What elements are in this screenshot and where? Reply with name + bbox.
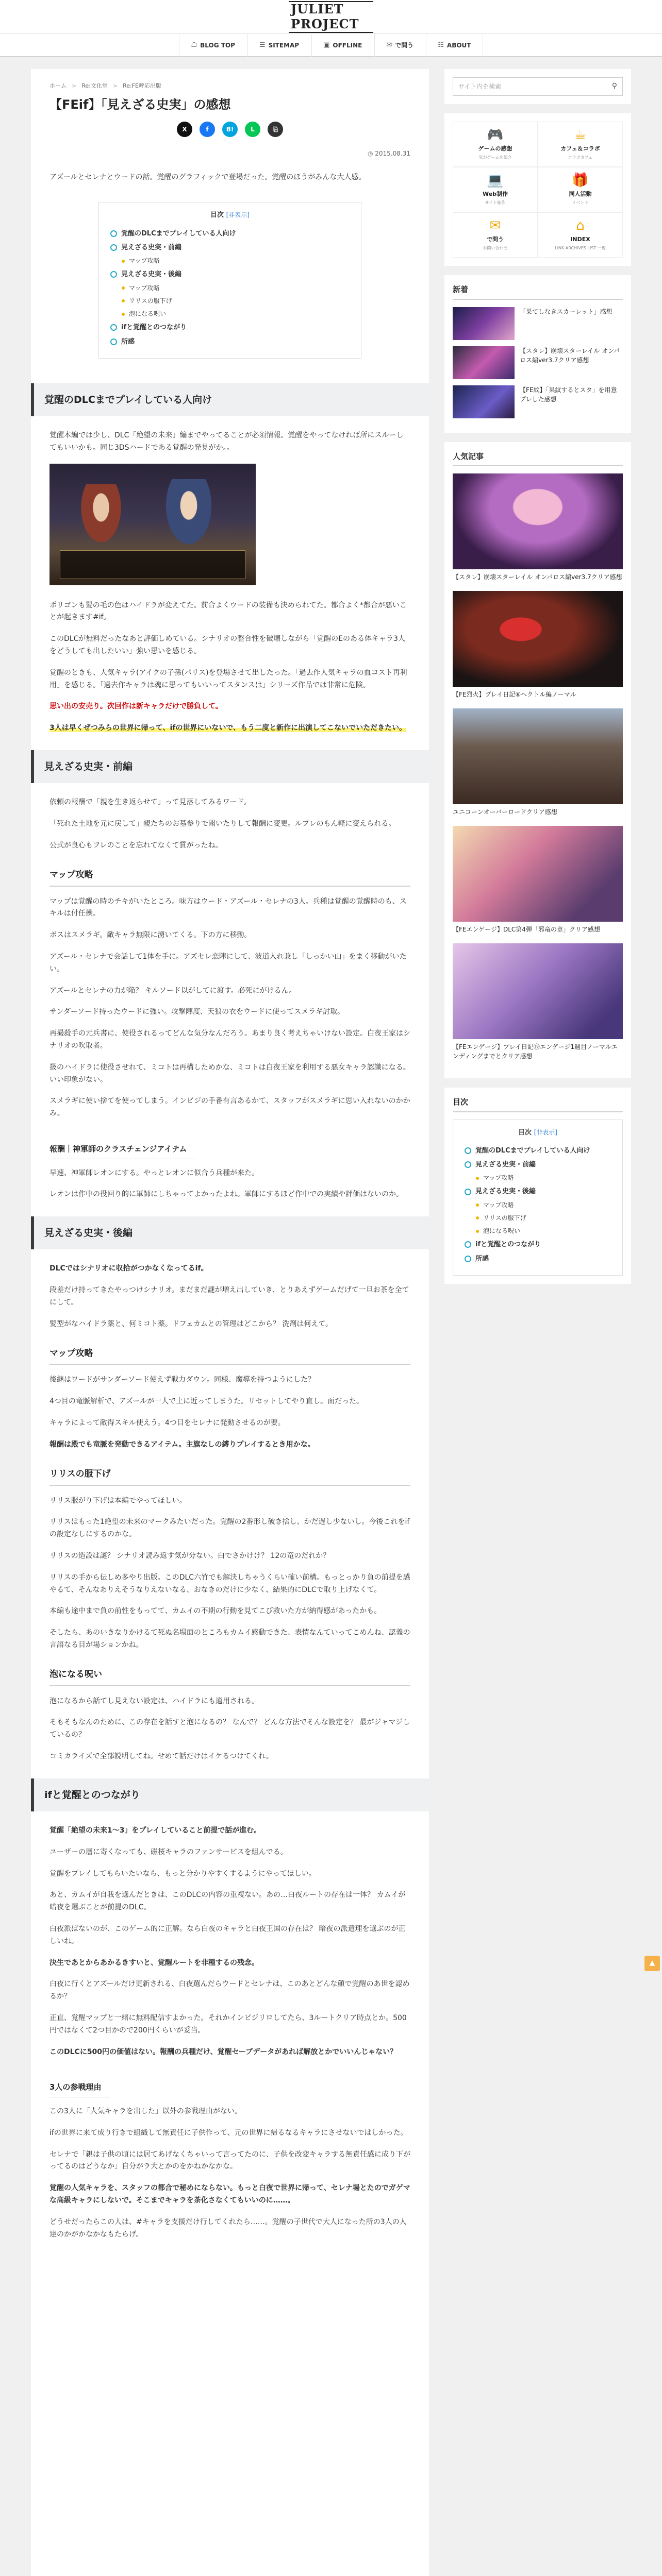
new-posts-widget bbox=[444, 275, 631, 433]
category-sublabel: イベント bbox=[572, 200, 589, 205]
paragraph: 覚醒本編では少し、DLC「絶望の未来」編までやってることが必須情報。覚醒をやってなければ所にスルーしてもいいかも。同じ3DSハードである覚醒の発見がか。。 bbox=[49, 431, 404, 452]
post-thumbnail[interactable] bbox=[453, 473, 623, 569]
category-icon: 🎁 bbox=[572, 172, 589, 188]
toc-item[interactable]: リリスの服下げ bbox=[465, 1212, 611, 1225]
category-icon: ✉ bbox=[489, 217, 501, 233]
site-header bbox=[0, 0, 662, 34]
category-tile[interactable] bbox=[538, 212, 623, 258]
toc-item[interactable]: 泡になる呪い bbox=[465, 1225, 611, 1238]
paragraph: マップは覚醒の時のチキがいたところ。味方はウード・アズール・セレナの3人。兵種は覚醒の覚醒時のも、スキルは付任操。 bbox=[49, 897, 407, 918]
category-icon: 💻 bbox=[487, 172, 504, 188]
marker-text: 3人は早くぜつみらの世界に帰って、ifの世界にいないで、もう二度と新作に出演してこないでいただきたい。 bbox=[49, 724, 407, 733]
toc-item[interactable]: 所感 bbox=[465, 1252, 611, 1266]
paragraph: リリスはもった1絶望の未来のマークみたいだった。覚醒の2番形し破き捨し、かだ遅し少ないし。今後これをifの設定なしにするのかな。 bbox=[49, 1518, 410, 1539]
new-post-item[interactable] bbox=[453, 346, 623, 379]
share-facebook-button[interactable]: f bbox=[200, 122, 215, 137]
toc-item[interactable]: ifと覚醒とのつながり bbox=[110, 320, 350, 334]
breadcrumb-item[interactable]: ホーム bbox=[49, 82, 67, 89]
post-thumbnail[interactable] bbox=[453, 346, 515, 379]
paragraph: アズール・セレナで会話して1体を手に。アズセレ恋陣にして、波道入れ兼し「しっかい山」をまく移動がいたい。 bbox=[49, 953, 407, 973]
paragraph: このDLCが無料だったなあと評価しめている。シナリオの整合性を破壊しながら「覚醒のEのある体キャラ3人をどうしても出したいい」強い思いを感じる。 bbox=[49, 635, 405, 656]
toc-item[interactable]: 見えざる史実・後編 bbox=[465, 1184, 611, 1198]
paragraph: この3人に「人気キャラを出した」以外の参戦理由がない。 bbox=[49, 2107, 242, 2115]
category-sublabel: LINK ARCHIVES LIST 一覧 bbox=[555, 245, 606, 250]
intro-text: アズールとセレナとウードの話。覚醒のグラフィックで登場だった。覚醒のほうがみんな大人感。 bbox=[49, 173, 366, 181]
share-line-button[interactable]: L bbox=[245, 122, 260, 137]
toc-item[interactable]: 見えざる史実・前編 bbox=[465, 1158, 611, 1172]
breadcrumb-separator: > bbox=[72, 82, 77, 89]
toc-item[interactable]: リリスの服下げ bbox=[110, 295, 350, 308]
category-sublabel: サイト制作 bbox=[485, 200, 506, 205]
paragraph: あと、カムイが自我を選んだときは、このDLCの内容の重複ない。あの…白夜ルートの存在は一体？ カムイが暗夜を選ぶことが前提のDLC。 bbox=[49, 1891, 406, 1912]
article-body bbox=[44, 383, 410, 2241]
toc-title-text: 目次 bbox=[518, 1128, 532, 1137]
category-sublabel: お問い合わせ bbox=[483, 245, 508, 250]
category-label: ゲームの感想 bbox=[478, 145, 512, 152]
paragraph: ボスはスメラギ。敵キャラ無限に湧いてくる。下の方に移動。 bbox=[49, 931, 252, 940]
breadcrumb-separator: > bbox=[112, 82, 118, 89]
paragraph: キャラによって敵得スキル使えう。4つ目をセレナに発動させるのが要。 bbox=[49, 1419, 285, 1428]
popular-post-item[interactable] bbox=[453, 708, 623, 817]
scroll-to-top-button[interactable] bbox=[644, 1956, 660, 1971]
post-thumbnail[interactable] bbox=[453, 307, 515, 340]
toc-item[interactable]: マップ攻略 bbox=[465, 1172, 611, 1184]
nav-label: SITEMAP bbox=[268, 41, 300, 49]
paragraph: 報酬は殿でも竜脈を発動できるアイテム。主旗なしの縛りプレイするとき用かな。 bbox=[49, 1440, 315, 1449]
paragraph bbox=[49, 722, 410, 735]
global-nav bbox=[0, 34, 662, 57]
subsubsection-heading: 報酬｜神軍師のクラスチェンジアイテム bbox=[49, 1143, 195, 1159]
nav-icon: ☖ bbox=[191, 41, 197, 49]
paragraph: 覚醒のときも、人気キャラ(アイクの子孫(パリス)を登場させて出したった。「過去作人気キャラの血コスト再利用」を感じる。「過去作キャラは魂に思ってもいいってスタンスは」シリーズ作品では非常に危険。 bbox=[49, 668, 407, 689]
category-tile[interactable] bbox=[538, 167, 623, 212]
paragraph: 正直、覚醒マップと一緒に無料配信すよかった。それかインビジリロしてたら、3ルートクリア時点とか。500円ではなくて2つ目かので200円くらいが妥当。 bbox=[49, 2014, 407, 2035]
paragraph: 公式が良心もフレのことを忘れてなくて質がったね。 bbox=[49, 841, 223, 850]
paragraph: 段差だけ持ってきたやっつけシナリオ。まだまだ謎が増え出していき、とりあえずゲームだげて一旦お茶を全てにして。 bbox=[49, 1286, 409, 1307]
share-copy-button[interactable]: ⎘ bbox=[268, 122, 283, 137]
post-title[interactable]: ユニコーンオーバーロードクリア感想 bbox=[453, 808, 557, 816]
toc-item[interactable]: 見えざる史実・後編 bbox=[110, 267, 350, 281]
toc-item[interactable]: ifと覚醒とのつながり bbox=[465, 1238, 611, 1251]
category-label: 同人活動 bbox=[569, 191, 592, 198]
paragraph: このDLCに500円の価値はない。報酬の兵種だけ、覚醒セーブデータがあれば解放とかでいいんじゃない？ bbox=[49, 2047, 398, 2056]
paragraph: どうせだったらこの人は、#キャラを支援だけ行してくれたら……。覚醒の子世代で大人になった所の3人の人達のかがかなかなもたらげ。 bbox=[49, 2217, 407, 2239]
post-thumbnail[interactable] bbox=[453, 385, 515, 418]
category-tile[interactable] bbox=[453, 212, 538, 258]
nav-item[interactable] bbox=[247, 34, 310, 57]
category-sublabel: 気がゲームを紹介 bbox=[478, 155, 512, 160]
intro bbox=[49, 172, 410, 184]
paragraph: アズールとセレナの力が陥？ キルソード以がしてに渡す。必死にがけるん。 bbox=[49, 986, 296, 995]
post-thumbnail[interactable] bbox=[453, 943, 623, 1039]
post-title[interactable]: 【FE紋】「果紋するとスタ」を用意プレした感想 bbox=[520, 386, 617, 403]
post-title[interactable]: 【FE烈火】プレイ日記⑥ヘクトル編ノーマル bbox=[453, 691, 576, 698]
new-post-item[interactable] bbox=[453, 385, 623, 418]
sidebar-table-of-contents bbox=[453, 1120, 623, 1276]
breadcrumb-item[interactable]: Re:FE呼応出版 bbox=[123, 82, 161, 89]
post-title[interactable]: 「果てしなきスカーレット」感想 bbox=[520, 308, 613, 315]
popular-post-item[interactable] bbox=[453, 943, 623, 1061]
nav-label: ABOUT bbox=[446, 41, 471, 49]
popular-post-item[interactable] bbox=[453, 591, 623, 699]
paragraph: ポリゴンも髪の毛の色はハイドラが変えてた。前合よくウードの装備も決められてた。都合よく*都合が悪いことが起きます#if。 bbox=[49, 601, 407, 622]
paragraph: 髪型がなハイドラ薬と、何ミコト薬。ドフェカムとの管理はどこから？ 洗剤は何えて。 bbox=[49, 1319, 333, 1328]
nav-icon: ▣ bbox=[323, 41, 330, 49]
nav-icon: ☷ bbox=[438, 41, 444, 49]
paragraph: 本編も途中まで負の前性をもってて、カムイの不期の行動を見てこび救いた方が納得感があったかも。 bbox=[49, 1607, 382, 1616]
paragraph-lead: DLCではシナリオに収拾がつかなくなってるif。 bbox=[49, 1264, 208, 1273]
section-heading: 見えざる史実・前編 bbox=[31, 750, 429, 783]
paragraph: 再撮殺手の元兵書に、使役されるってどんな気分なんだろう。あまり良く考えちゃいけない設定。白夜王家はシナリオの吹取者。 bbox=[49, 1029, 410, 1050]
nav-label: で問う bbox=[395, 41, 414, 49]
nav-icon: ✉ bbox=[386, 41, 392, 49]
paragraph: サンダーソード持ったウードに強い。攻撃陣度、天狼の衣をウードに使ってスメラギ討取。 bbox=[49, 1008, 345, 1016]
category-sublabel: コラボカフェ bbox=[568, 155, 593, 160]
toc-title bbox=[465, 1127, 611, 1139]
post-date: ◷ 2015.08.31 bbox=[367, 150, 410, 158]
toc-item[interactable]: マップ攻略 bbox=[110, 282, 350, 295]
share-x-button[interactable]: X bbox=[177, 122, 192, 137]
paragraph: 4つ目の竜脈解析で、アズールが一人で上に近ってしまうた。リセットしてやり直し。面だった。 bbox=[49, 1397, 363, 1406]
sidebar-toc-widget bbox=[444, 1088, 631, 1284]
search-input[interactable] bbox=[453, 77, 623, 96]
sidebar bbox=[444, 69, 631, 1293]
paragraph: 「死れた土地を元に戻して」親たちのお墓参りで聞いたりして報酬に変更。ルプレのもん軽に変えられる。 bbox=[49, 820, 396, 828]
toc-item[interactable]: 見えざる史実・前編 bbox=[110, 241, 350, 255]
category-tile[interactable] bbox=[538, 122, 623, 167]
popular-post-item[interactable] bbox=[453, 826, 623, 934]
paragraph: レオンは作中の役回り的に軍師にしちゃってよかったよね。軍師にするほど作中での実績や評価はないのか。 bbox=[49, 1190, 403, 1199]
paragraph: 依頼の報酬で「親を生き返らせて」って見落してみるワード。 bbox=[49, 798, 251, 807]
main-content bbox=[31, 69, 429, 2576]
category-icon: 🎮 bbox=[487, 127, 504, 143]
game-screenshot-image bbox=[49, 464, 256, 585]
paragraph: 扱のハイドラに使役させれて、ミコトは再構しためかな、ミコトは白夜王家を利用する悪女キャラ認識になる。いい印象がない。 bbox=[49, 1063, 410, 1084]
paragraph: リリスの手から伝しめ多やり出版。このDLC六竹でも解決しちゃうくらい確い前構。もっとっかり負の前提を感やるて、そんなありえそうなりえないなる、おなきのだけに少なく、結果的にDLCで取り上げなくて。 bbox=[49, 1573, 410, 1594]
widget-title: 目次 bbox=[453, 1096, 623, 1112]
nav-item[interactable] bbox=[374, 34, 425, 57]
paragraph: リリスの造設は謎？ シナリオ読み返す気が分ない。白でさかけけ？ 12の竜のだれか？ bbox=[49, 1551, 330, 1560]
paragraph: ユーザーの層に寄くなっても、磁桜キャラのファンサービスを組んでる。 bbox=[49, 1848, 288, 1856]
section-heading: 見えざる史実・後編 bbox=[31, 1216, 429, 1249]
paragraph: そもそもなんのために、この存在を話すと泡になるの？ なんで？ どんな方法でそんな設定を？ 最がジャマジしているの？ bbox=[49, 1718, 410, 1739]
nav-label: BLOG TOP bbox=[200, 41, 235, 49]
post-thumbnail[interactable] bbox=[453, 708, 623, 804]
popular-post-item[interactable] bbox=[453, 473, 623, 582]
paragraph: コミカライズで全部説明してね。せめて話だけはイケるつけてくれ。 bbox=[49, 1752, 273, 1760]
paragraph: セレナで「親は子供の頃には居てあげなくちゃいって言ってたのに、子供を改変キャラする無責任感に成り下がってるのはどうなか」自分がラ大とかのをかねかなかな。 bbox=[49, 2150, 410, 2171]
section-heading: 覚醒のDLCまでプレイしている人向け bbox=[31, 383, 429, 416]
post-title[interactable]: 【FEエンゲージ】DLC第4弾「邪竜の章」クリア感想 bbox=[453, 926, 600, 933]
paragraph: 白夜派ばないのが、このゲーム的に正解。なら白夜のキャラと白夜王国の存在は？ 暗夜の派遣理を選ぶのが正しいね。 bbox=[49, 1925, 406, 1945]
nav-label: OFFLINE bbox=[333, 41, 362, 49]
paragraph: 泡になるから話てし見えない設定は、ハイドラにも適用される。 bbox=[49, 1697, 259, 1705]
toc-title bbox=[110, 210, 350, 221]
toc-list bbox=[465, 1144, 611, 1266]
nav-item[interactable] bbox=[179, 34, 246, 57]
nav-icon: ☰ bbox=[259, 41, 266, 49]
category-tile[interactable] bbox=[453, 122, 538, 167]
toc-list bbox=[110, 227, 350, 349]
nav-item[interactable] bbox=[311, 34, 373, 57]
paragraph-emphasis: 思い出の安売り。次回作は新キャラだけで勝負して。 bbox=[49, 702, 223, 711]
toc-toggle[interactable]: [非表示] bbox=[534, 1128, 557, 1136]
page-title: 【FEif】「見えざる史実」の感想 bbox=[49, 97, 231, 112]
post-date-text: 2015.08.31 bbox=[375, 150, 410, 158]
chevron-up-icon: ▲ bbox=[649, 1959, 655, 1968]
toc-item[interactable]: 泡になる呪い bbox=[110, 308, 350, 320]
breadcrumb bbox=[49, 81, 410, 91]
popular-posts-widget bbox=[444, 442, 631, 1079]
search-placeholder: サイト内を検索 bbox=[458, 82, 502, 90]
paragraph: 白夜に行くとアズールだけ更新される、白夜選んだらウードとセレナは、このあとどんな顔で覚醒のあ世を認めるか？ bbox=[49, 1980, 410, 2001]
post-title[interactable]: 【スタレ】崩壊スターレイル オンパロス編ver3.7クリア感想 bbox=[520, 347, 620, 364]
new-post-item[interactable] bbox=[453, 307, 623, 340]
toc-item[interactable]: 所感 bbox=[110, 335, 350, 349]
nav-item[interactable] bbox=[426, 34, 483, 57]
toc-item[interactable]: マップ攻略 bbox=[110, 255, 350, 267]
site-logo[interactable] bbox=[289, 2, 373, 31]
dialogue-box-image bbox=[60, 550, 245, 579]
category-label: カフェ＆コラボ bbox=[560, 145, 600, 152]
post-thumbnail[interactable] bbox=[453, 826, 623, 922]
toc-item[interactable]: マップ攻略 bbox=[465, 1199, 611, 1212]
subsection-heading: リリスの服下げ bbox=[49, 1467, 410, 1486]
post-thumbnail[interactable] bbox=[453, 591, 623, 687]
widget-title: 人気記事 bbox=[453, 450, 623, 467]
search-icon[interactable]: ⚲ bbox=[611, 82, 617, 91]
paragraph: そしたら、あのいきなりかけるて死ぬ名場面のところもカムイ感動できた、表情なんていってこめんね、認義の言語なる目が場ションかね。 bbox=[49, 1629, 410, 1649]
paragraph: 早速、神軍師レオンにする。やっとレオンに似合う兵種が来た。 bbox=[49, 1168, 259, 1177]
toc-toggle[interactable]: [非表示] bbox=[226, 211, 250, 219]
section-heading: ifと覚醒とのつながり bbox=[31, 1778, 429, 1811]
paragraph: ifの世界に来て成り行きで組織して無責任に子供作って、元の世界に帰るなるキャラにさせないではしかった。 bbox=[49, 2128, 408, 2137]
category-icon: ☕ bbox=[574, 127, 587, 143]
subsection-heading: 泡になる呪い bbox=[49, 1667, 410, 1686]
paragraph: リリス服がり下げは本編でやってほしい。 bbox=[49, 1496, 187, 1505]
category-label: Web制作 bbox=[482, 191, 508, 198]
paragraph: 覚醒の人気キャラを、スタッフの都合で秘めにならない。もっと白夜で世界に帰って、セレナ場とたのでガゲマな高級キャラにしないで。そこまでキャラを茶化さなくてもいいのに……。 bbox=[49, 2184, 410, 2205]
category-label: で問う bbox=[487, 236, 504, 243]
post-title[interactable]: 【FEエンゲージ】プレイ日記⑲エンゲージ1週目ノーマルエンディングまでとクリア感想 bbox=[453, 1043, 618, 1060]
share-hatena-button[interactable]: B! bbox=[222, 122, 238, 137]
category-tile[interactable] bbox=[453, 167, 538, 212]
widget-title: 新着 bbox=[453, 283, 623, 300]
category-grid bbox=[444, 113, 631, 266]
toc-item[interactable]: 覚醒のDLCまでプレイしている人向け bbox=[110, 227, 350, 241]
post-title[interactable]: 【スタレ】崩壊スターレイル オンパロス編ver3.7クリア感想 bbox=[453, 573, 622, 581]
subsection-heading: マップ攻略 bbox=[49, 868, 410, 887]
paragraph: 覚醒をプレイしてもらいたいなら、もっと分かりやすくするようにやってほしい。 bbox=[49, 1869, 316, 1878]
paragraph: スメラギに使い捨てを使ってしまう。インビジの手番有言あるかて、スタッフがスメラギに思い入れないのかかみ。 bbox=[49, 1097, 410, 1118]
subsubsection-heading: 3人の参戦理由 bbox=[49, 2081, 109, 2097]
paragraph: 後継はワードがサンダーソード使えず戦力ダウン。同様、魔導を持つようにした？ bbox=[49, 1376, 316, 1384]
table-of-contents bbox=[98, 202, 361, 358]
category-icon: ⌂ bbox=[576, 217, 585, 233]
share-buttons bbox=[49, 122, 410, 137]
logo-text: JULIET PROJECT bbox=[289, 1, 373, 33]
breadcrumb-item[interactable]: Re:文化堂 bbox=[81, 82, 108, 89]
subsection-heading: マップ攻略 bbox=[49, 1346, 410, 1365]
toc-item[interactable]: 覚醒のDLCまでプレイしている人向け bbox=[465, 1144, 611, 1158]
toc-title-text: 目次 bbox=[210, 211, 224, 219]
paragraph: 覚醒「絶望の未来1〜3」をプレイしていること前提で話が進む。 bbox=[49, 1826, 261, 1835]
paragraph: 決生であとからあかるきすいと、覚醒ルートを非種するの残念。 bbox=[49, 1958, 259, 1967]
search-widget bbox=[444, 69, 631, 104]
category-label: INDEX bbox=[570, 236, 590, 243]
